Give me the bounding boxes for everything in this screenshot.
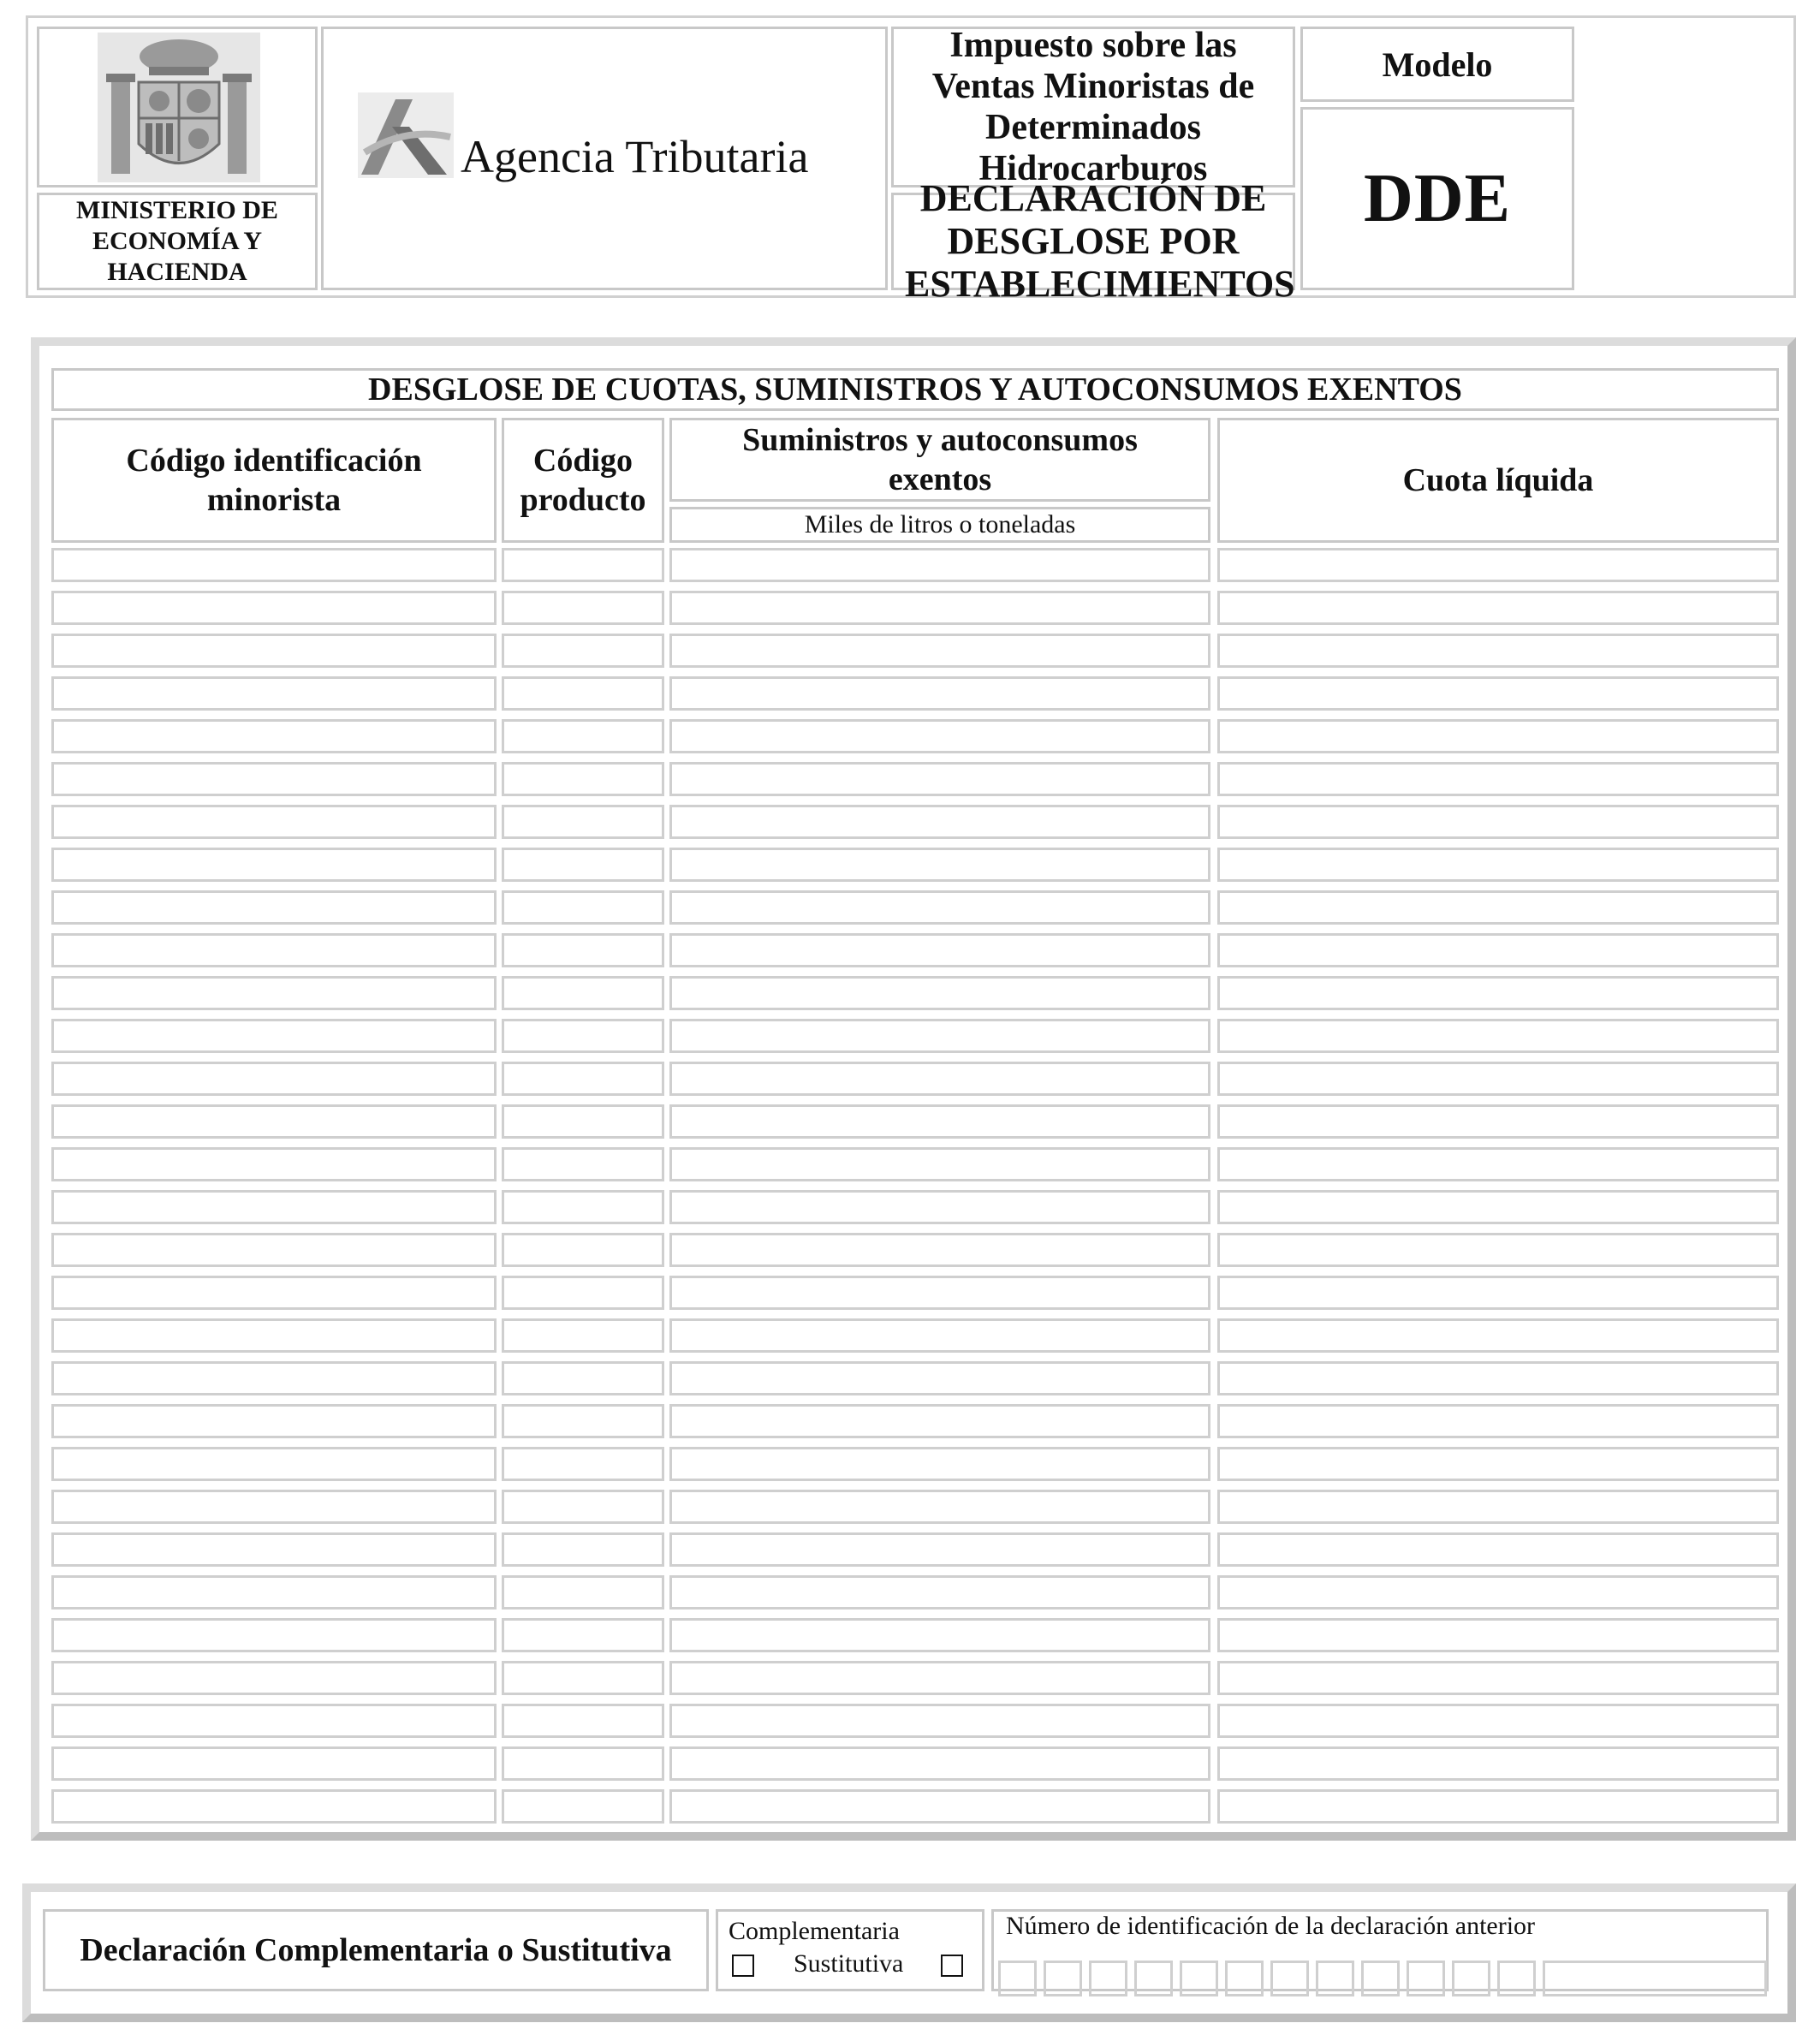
- row-supplies-field[interactable]: [669, 676, 1210, 711]
- row-net-quota-field[interactable]: [1217, 1704, 1779, 1738]
- row-net-quota-field[interactable]: [1217, 1147, 1779, 1181]
- previous-id-digit-field[interactable]: [1497, 1961, 1536, 1996]
- col-retailer-id-label: Código identificación minorista: [126, 443, 422, 518]
- row-retailer-id-field[interactable]: [51, 1618, 497, 1652]
- previous-id-check-field[interactable]: [1543, 1961, 1767, 1996]
- previous-id-digit-field[interactable]: [1452, 1961, 1490, 1996]
- row-supplies-field[interactable]: [669, 634, 1210, 668]
- complementary-option-label: Complementaria: [729, 1917, 900, 1945]
- tax-title-box: [891, 27, 1295, 187]
- row-net-quota-field[interactable]: [1217, 1490, 1779, 1524]
- row-net-quota-field[interactable]: [1217, 1062, 1779, 1096]
- row-supplies-field[interactable]: [669, 1575, 1210, 1610]
- row-retailer-id-field[interactable]: [51, 1233, 497, 1267]
- row-product-code-field[interactable]: [502, 1575, 664, 1610]
- row-product-code-field[interactable]: [502, 1661, 664, 1695]
- row-supplies-field[interactable]: [669, 1233, 1210, 1267]
- row-product-code-field[interactable]: [502, 1746, 664, 1781]
- previous-id-label: Número de identificación de la declaración anterior: [1006, 1912, 1536, 1940]
- row-retailer-id-field[interactable]: [51, 1147, 497, 1181]
- row-retailer-id-field[interactable]: [51, 1190, 497, 1224]
- tax-title: Impuesto sobre las Ventas Minoristas de Determinados Hidrocarburos: [931, 26, 1255, 188]
- row-net-quota-field[interactable]: [1217, 762, 1779, 796]
- row-net-quota-field[interactable]: [1217, 676, 1779, 711]
- row-product-code-field[interactable]: [502, 1618, 664, 1652]
- row-net-quota-field[interactable]: [1217, 1618, 1779, 1652]
- row-net-quota-field[interactable]: [1217, 805, 1779, 839]
- row-retailer-id-field[interactable]: [51, 1490, 497, 1524]
- row-supplies-field[interactable]: [669, 1618, 1210, 1652]
- col-net-quota-label: Cuota líquida: [1402, 462, 1594, 498]
- breakdown-title: DESGLOSE DE CUOTAS, SUMINISTROS Y AUTOCONSUMOS EXENTOS: [368, 372, 1462, 408]
- row-retailer-id-field[interactable]: [51, 1575, 497, 1610]
- row-retailer-id-field[interactable]: [51, 548, 497, 582]
- row-product-code-field[interactable]: [502, 1019, 664, 1053]
- previous-id-digit-field[interactable]: [998, 1961, 1037, 1996]
- row-retailer-id-field[interactable]: [51, 1104, 497, 1139]
- row-retailer-id-field[interactable]: [51, 1361, 497, 1395]
- breakdown-section: [31, 337, 1796, 1841]
- row-product-code-field[interactable]: [502, 548, 664, 582]
- row-product-code-field[interactable]: [502, 762, 664, 796]
- row-retailer-id-field[interactable]: [51, 1318, 497, 1353]
- row-supplies-field[interactable]: [669, 1318, 1210, 1353]
- row-net-quota-field[interactable]: [1217, 1233, 1779, 1267]
- modelo-label-box: [1300, 27, 1574, 102]
- row-product-code-field[interactable]: [502, 1318, 664, 1353]
- row-product-code-field[interactable]: [502, 805, 664, 839]
- row-product-code-field[interactable]: [502, 1490, 664, 1524]
- row-net-quota-field[interactable]: [1217, 548, 1779, 582]
- previous-id-digit-field[interactable]: [1361, 1961, 1400, 1996]
- row-net-quota-field[interactable]: [1217, 890, 1779, 925]
- col-supplies-unit-label: Miles de litros o toneladas: [804, 510, 1076, 539]
- row-net-quota-field[interactable]: [1217, 933, 1779, 967]
- substitute-option-label: Sustitutiva: [794, 1949, 904, 1978]
- row-supplies-field[interactable]: [669, 1019, 1210, 1053]
- row-retailer-id-field[interactable]: [51, 1746, 497, 1781]
- col-supplies-label: Suministros y autoconsumos exentos: [742, 422, 1138, 497]
- row-retailer-id-field[interactable]: [51, 848, 497, 882]
- row-net-quota-field[interactable]: [1217, 1661, 1779, 1695]
- row-product-code-field[interactable]: [502, 591, 664, 625]
- row-retailer-id-field[interactable]: [51, 1532, 497, 1567]
- row-net-quota-field[interactable]: [1217, 1404, 1779, 1438]
- row-product-code-field[interactable]: [502, 1190, 664, 1224]
- row-supplies-field[interactable]: [669, 1532, 1210, 1567]
- previous-id-digits: [31, 1892, 1787, 2014]
- row-retailer-id-field[interactable]: [51, 634, 497, 668]
- agency-box: [321, 27, 888, 290]
- row-product-code-field[interactable]: [502, 976, 664, 1010]
- ministry-label: MINISTERIO DE ECONOMÍA Y HACIENDA: [76, 196, 278, 286]
- row-product-code-field[interactable]: [502, 848, 664, 882]
- breakdown-rows: [39, 346, 1787, 1832]
- row-product-code-field[interactable]: [502, 634, 664, 668]
- row-supplies-field[interactable]: [669, 591, 1210, 625]
- row-retailer-id-field[interactable]: [51, 591, 497, 625]
- row-supplies-field[interactable]: [669, 1104, 1210, 1139]
- row-net-quota-field[interactable]: [1217, 1575, 1779, 1610]
- row-supplies-field[interactable]: [669, 1190, 1210, 1224]
- footer-section: [22, 1883, 1796, 2022]
- row-net-quota-field[interactable]: [1217, 719, 1779, 753]
- row-product-code-field[interactable]: [502, 1789, 664, 1824]
- row-product-code-field[interactable]: [502, 1233, 664, 1267]
- previous-id-digit-field[interactable]: [1225, 1961, 1264, 1996]
- previous-id-digit-field[interactable]: [1089, 1961, 1127, 1996]
- row-product-code-field[interactable]: [502, 1404, 664, 1438]
- row-product-code-field[interactable]: [502, 1704, 664, 1738]
- row-product-code-field[interactable]: [502, 890, 664, 925]
- previous-id-digit-field[interactable]: [1270, 1961, 1309, 1996]
- row-supplies-field[interactable]: [669, 1490, 1210, 1524]
- row-product-code-field[interactable]: [502, 676, 664, 711]
- row-retailer-id-field[interactable]: [51, 933, 497, 967]
- coat-of-arms-icon: [98, 33, 260, 182]
- row-supplies-field[interactable]: [669, 1147, 1210, 1181]
- row-product-code-field[interactable]: [502, 1276, 664, 1310]
- row-retailer-id-field[interactable]: [51, 1704, 497, 1738]
- row-net-quota-field[interactable]: [1217, 634, 1779, 668]
- row-retailer-id-field[interactable]: [51, 1789, 497, 1824]
- modelo-label: Modelo: [1382, 45, 1493, 84]
- row-retailer-id-field[interactable]: [51, 805, 497, 839]
- row-net-quota-field[interactable]: [1217, 1789, 1779, 1824]
- row-supplies-field[interactable]: [669, 933, 1210, 967]
- row-supplies-field[interactable]: [669, 976, 1210, 1010]
- row-product-code-field[interactable]: [502, 1062, 664, 1096]
- row-retailer-id-field[interactable]: [51, 976, 497, 1010]
- agency-name: Agencia Tributaria: [461, 131, 809, 182]
- row-supplies-field[interactable]: [669, 1062, 1210, 1096]
- row-supplies-field[interactable]: [669, 805, 1210, 839]
- row-product-code-field[interactable]: [502, 1104, 664, 1139]
- row-supplies-field[interactable]: [669, 1361, 1210, 1395]
- previous-id-digit-field[interactable]: [1134, 1961, 1173, 1996]
- row-retailer-id-field[interactable]: [51, 676, 497, 711]
- row-supplies-field[interactable]: [669, 762, 1210, 796]
- row-retailer-id-field[interactable]: [51, 719, 497, 753]
- row-net-quota-field[interactable]: [1217, 1361, 1779, 1395]
- row-net-quota-field[interactable]: [1217, 1318, 1779, 1353]
- row-supplies-field[interactable]: [669, 1404, 1210, 1438]
- row-supplies-field[interactable]: [669, 890, 1210, 925]
- row-net-quota-field[interactable]: [1217, 976, 1779, 1010]
- previous-id-digit-field[interactable]: [1044, 1961, 1082, 1996]
- row-net-quota-field[interactable]: [1217, 1019, 1779, 1053]
- row-retailer-id-field[interactable]: [51, 1447, 497, 1481]
- row-retailer-id-field[interactable]: [51, 1661, 497, 1695]
- row-product-code-field[interactable]: [502, 1532, 664, 1567]
- row-net-quota-field[interactable]: [1217, 1532, 1779, 1567]
- row-net-quota-field[interactable]: [1217, 1746, 1779, 1781]
- row-net-quota-field[interactable]: [1217, 1447, 1779, 1481]
- row-retailer-id-field[interactable]: [51, 762, 497, 796]
- row-supplies-field[interactable]: [669, 848, 1210, 882]
- row-product-code-field[interactable]: [502, 933, 664, 967]
- row-supplies-field[interactable]: [669, 1789, 1210, 1824]
- row-supplies-field[interactable]: [669, 719, 1210, 753]
- row-retailer-id-field[interactable]: [51, 1019, 497, 1053]
- row-supplies-field[interactable]: [669, 1661, 1210, 1695]
- declaration-title: DECLARACIÓN DE DESGLOSE POR ESTABLECIMIENTOS: [905, 177, 1295, 305]
- row-retailer-id-field[interactable]: [51, 1404, 497, 1438]
- row-net-quota-field[interactable]: [1217, 591, 1779, 625]
- row-supplies-field[interactable]: [669, 1276, 1210, 1310]
- row-retailer-id-field[interactable]: [51, 1276, 497, 1310]
- row-supplies-field[interactable]: [669, 1746, 1210, 1781]
- agency-logo-icon: [358, 92, 454, 178]
- previous-id-digit-field[interactable]: [1316, 1961, 1354, 1996]
- previous-id-digit-field[interactable]: [1180, 1961, 1218, 1996]
- row-product-code-field[interactable]: [502, 1147, 664, 1181]
- modelo-code: DDE: [1364, 160, 1511, 236]
- row-net-quota-field[interactable]: [1217, 1104, 1779, 1139]
- col-product-code-label: Código producto: [520, 443, 646, 518]
- ministry-box: [37, 193, 318, 290]
- row-product-code-field[interactable]: [502, 1447, 664, 1481]
- row-product-code-field[interactable]: [502, 1361, 664, 1395]
- declaration-title-box: [891, 177, 1295, 305]
- coat-of-arms-box: [37, 27, 318, 187]
- row-product-code-field[interactable]: [502, 719, 664, 753]
- row-retailer-id-field[interactable]: [51, 1062, 497, 1096]
- row-supplies-field[interactable]: [669, 1704, 1210, 1738]
- row-net-quota-field[interactable]: [1217, 848, 1779, 882]
- form-header: [26, 15, 1796, 305]
- modelo-code-box: [1300, 107, 1574, 290]
- row-retailer-id-field[interactable]: [51, 890, 497, 925]
- row-net-quota-field[interactable]: [1217, 1276, 1779, 1310]
- row-supplies-field[interactable]: [669, 1447, 1210, 1481]
- row-net-quota-field[interactable]: [1217, 1190, 1779, 1224]
- previous-id-digit-field[interactable]: [1407, 1961, 1445, 1996]
- complementary-substitute-label: Declaración Complementaria o Sustitutiva: [80, 1932, 672, 1968]
- row-supplies-field[interactable]: [669, 548, 1210, 582]
